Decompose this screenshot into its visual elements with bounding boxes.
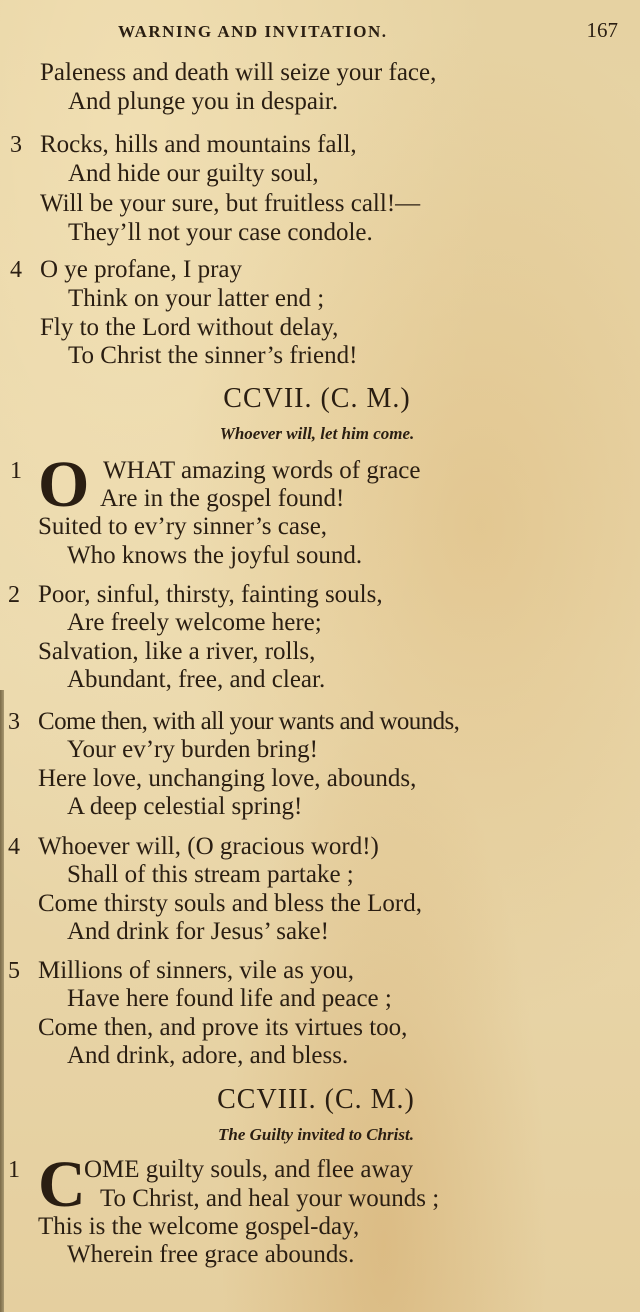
verse-line: Who knows the joyful sound.	[67, 542, 363, 569]
verse-line: And drink for Jesus’ sake!	[67, 918, 329, 945]
verse-line: Poor, sinful, thirsty, fainting souls,	[38, 581, 383, 608]
verse-line: Abundant, free, and clear.	[67, 666, 326, 693]
verse-line: Come then, and prove its virtues too,	[38, 1014, 408, 1041]
verse-line: Come thirsty souls and bless the Lord,	[38, 890, 422, 917]
verse-line: This is the welcome gospel-day,	[38, 1213, 360, 1240]
running-title: WARNING AND INVITATION.	[118, 22, 388, 41]
verse-line: WHAT amazing words of grace	[103, 457, 421, 484]
verse-line: To Christ, and heal your wounds ;	[100, 1185, 440, 1212]
verse-number: 5	[8, 958, 20, 984]
verse-number: 4	[10, 257, 22, 283]
verse-line: Come then, with all your wants and wounds,	[38, 708, 460, 735]
verse-line: A deep celestial spring!	[67, 793, 303, 820]
verse-line: Here love, unchanging love, abounds,	[38, 765, 417, 792]
verse-line: Salvation, like a river, rolls,	[38, 638, 316, 665]
verse-line: Will be your sure, but fruitless call!—	[40, 190, 421, 217]
verse-line: Wherein free grace abounds.	[67, 1241, 355, 1268]
verse-line: They’ll not your case condole.	[68, 219, 373, 246]
verse-line: Suited to ev’ry sinner’s case,	[38, 513, 328, 540]
verse-line: Whoever will, (O gracious word!)	[38, 833, 379, 860]
verse-line: And plunge you in despair.	[68, 88, 339, 115]
verse-number: 1	[10, 458, 22, 484]
running-head	[118, 18, 618, 43]
verse-line: Millions of sinners, vile as you,	[38, 957, 354, 984]
verse-line: Your ev’ry burden bring!	[67, 736, 318, 763]
drop-cap: O	[38, 448, 90, 521]
hymn-title: CCVIII. (C. M.)	[217, 1084, 415, 1115]
verse-line: OME guilty souls, and flee away	[84, 1156, 414, 1183]
verse-number: 4	[8, 834, 20, 860]
page-edge-shadow	[0, 690, 4, 1312]
drop-cap: C	[38, 1148, 86, 1221]
verse-line: Are in the gospel found!	[100, 485, 345, 512]
verse-line: Think on your latter end ;	[68, 285, 325, 312]
verse-number: 1	[8, 1157, 20, 1183]
verse-line: Are freely welcome here;	[67, 609, 322, 636]
verse-line: And hide our guilty soul,	[68, 160, 319, 187]
verse-line: And drink, adore, and bless.	[67, 1042, 349, 1069]
hymn-title: CCVII. (C. M.)	[223, 383, 411, 414]
verse-line: Paleness and death will seize your face,	[40, 59, 437, 86]
verse-number: 3	[10, 132, 22, 158]
hymn-subtitle: The Guilty invited to Christ.	[218, 1125, 414, 1144]
verse-line: O ye profane, I pray	[40, 256, 242, 283]
verse-number: 2	[8, 582, 20, 608]
verse-line: Rocks, hills and mountains fall,	[40, 131, 357, 158]
verse-line: Shall of this stream partake ;	[67, 861, 354, 888]
page-number: 167	[586, 18, 618, 42]
verse-line: Fly to the Lord without delay,	[40, 314, 339, 341]
verse-line: Have here found life and peace ;	[67, 985, 392, 1012]
verse-number: 3	[8, 709, 20, 735]
verse-line: To Christ the sinner’s friend!	[68, 342, 358, 369]
hymn-subtitle: Whoever will, let him come.	[219, 424, 415, 443]
